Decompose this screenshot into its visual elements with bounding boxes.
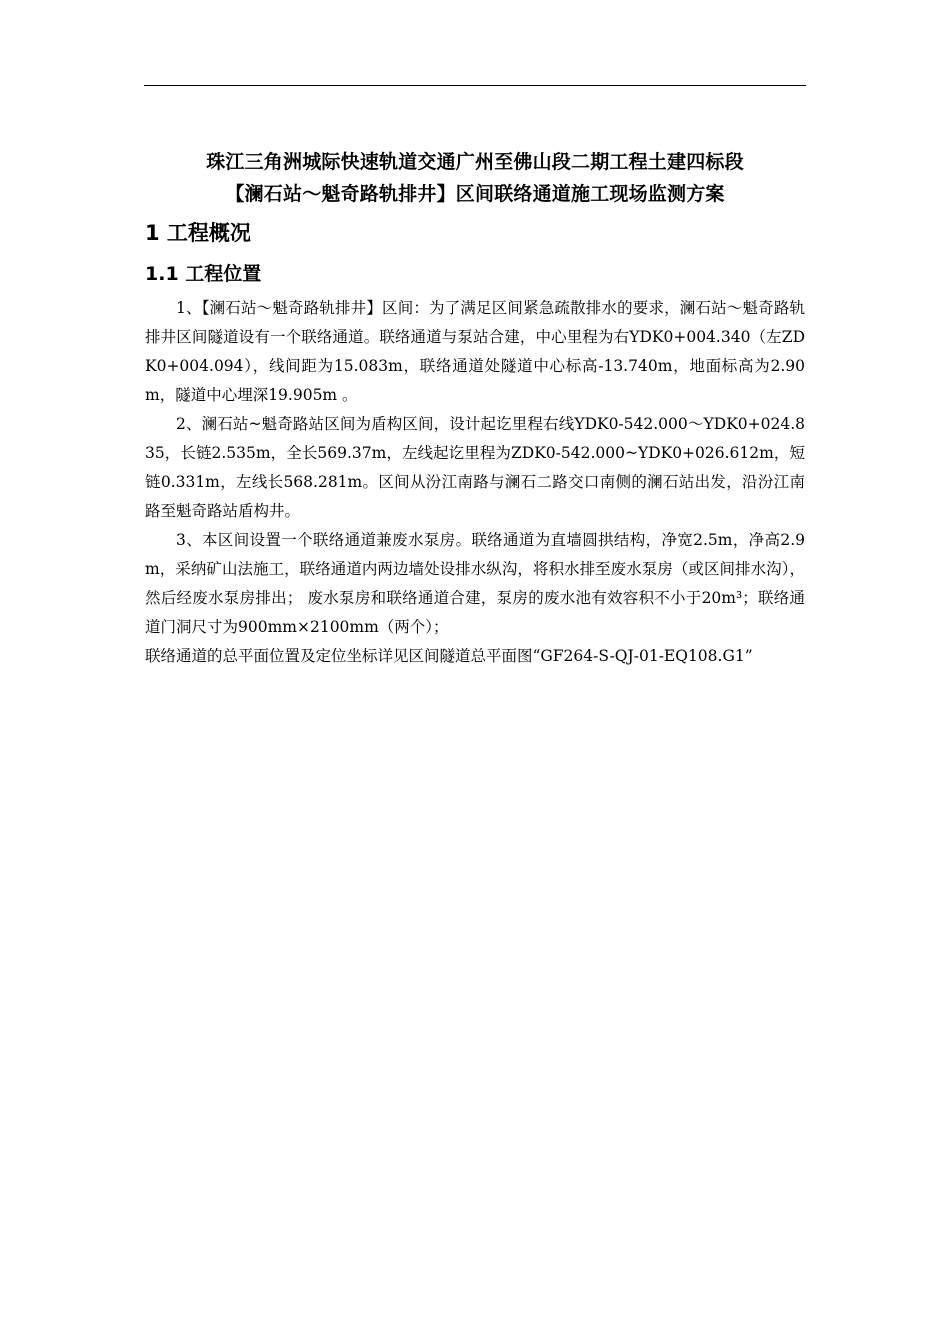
document-body — [145, 146, 805, 671]
header-rule — [144, 85, 806, 86]
section-1-heading: 1 工程概况 — [145, 221, 251, 245]
paragraph-3: 3、本区间设置一个联络通道兼废水泵房。联络通道为直墙圆拱结构，净宽2.5m，净高2.9m，采纳矿山法施工，联络通道内两边墙处设排水纵沟，将积水排至废水泵房（或区间排水沟），然后经废水泵房排出； 废水泵房和联络通道合建，泵房的废水池有效容积不小于20m³；联络通道门洞尺寸为900mm×2100mm（两个）； — [145, 531, 805, 636]
paragraph-closing: 联络通道的总平面位置及定位坐标详见区间隧道总平面图“GF264-S-QJ-01-EQ108.G1” — [145, 647, 753, 665]
paragraph-2: 2、澜石站~魁奇路站区间为盾构区间，设计起讫里程右线YDK0-542.000～YDK0+024.835，长链2.535m，全长569.37m，左线起讫里程为ZDK0-542.000~YDK0+026.612m，短链0.331m，左线长568.281m。区间从汾江南路与澜石二路交口南侧的澜石站出发，沿汾江南路至魁奇路站盾构井。 — [145, 415, 805, 520]
document-title — [145, 146, 805, 210]
paragraph-1: 1、【澜石站～魁奇路轨排井】区间：为了满足区间紧急疏散排水的要求，澜石站～魁奇路轨排井区间隧道设有一个联络通道。联络通道与泵站合建，中心里程为右YDK0+004.340（左ZDK0+004.094），线间距为15.083m，联络通道处隧道中心标高-13.740m，地面标高为2.90m，隧道中心埋深19.905m 。 — [145, 299, 805, 404]
document-title-line-2: 【澜石站～魁奇路轨排井】区间联络通道施工现场监测方案 — [225, 183, 725, 205]
document-title-line-1: 珠江三角洲城际快速轨道交通广州至佛山段二期工程土建四标段 — [206, 151, 744, 173]
section-1-1-heading: 1.1 工程位置 — [145, 263, 262, 285]
